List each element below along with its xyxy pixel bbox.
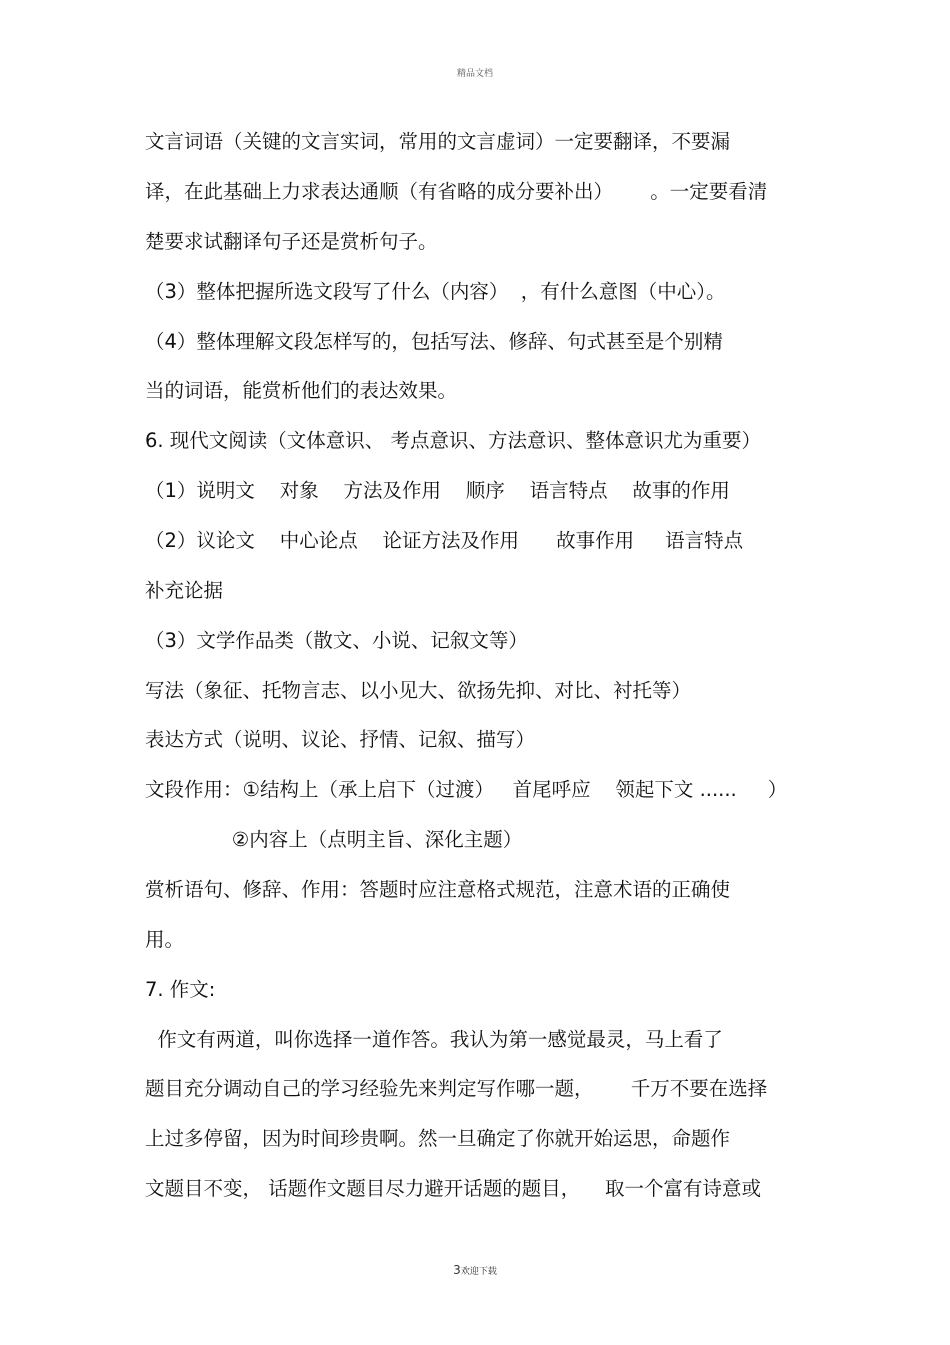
text-line: ②内容上（点明主旨、深化主题）: [145, 828, 523, 851]
text-line: （3）整体把握所选文段写了什么（内容） ，有什么意图（中心）。: [145, 280, 726, 303]
text-line: 表达方式（说明、议论、抒情、记叙、描写）: [145, 728, 536, 751]
text-line: 文言词语（关键的文言实词，常用的文言虚词）一定要翻译，不要漏: [145, 130, 731, 153]
text-line: 楚要求试翻译句子还是赏析句子。: [145, 230, 438, 253]
text-line: （2）议论文 中心论点 论证方法及作用 故事作用 语言特点: [145, 529, 744, 552]
text-line: 题目充分调动自己的学习经验先来判定写作哪一题， 千万不要在选择: [145, 1077, 768, 1100]
text-line: 6. 现代文阅读（文体意识、 考点意识、方法意识、整体意识尤为重要）: [145, 429, 762, 452]
page-footer: [0, 1263, 950, 1277]
text-line: （4）整体理解文段怎样写的，包括写法、修辞、句式甚至是个别精: [145, 330, 723, 353]
text-line: （3）文学作品类（散文、小说、记叙文等）: [145, 629, 528, 652]
text-line: 补充论据: [145, 579, 224, 602]
footer-label: 欢迎下载: [460, 1267, 497, 1277]
text-line: 当的词语，能赏析他们的表达效果。: [145, 379, 458, 402]
text-line: 用。: [145, 928, 185, 951]
text-line: 文题目不变， 话题作文题目尽力避开话题的题目， 取一个富有诗意或: [145, 1177, 761, 1200]
page-header: 精品文档: [456, 69, 493, 79]
text-line: 7. 作文:: [145, 978, 216, 1001]
text-line: 赏析语句、修辞、作用：答题时应注意格式规范，注意术语的正确使: [145, 878, 731, 901]
text-line: （1）说明文 对象 方法及作用 顺序 语言特点 故事的作用: [145, 479, 730, 502]
text-line: 写法（象征、托物言志、以小见大、欲扬先抑、对比、衬托等）: [145, 679, 692, 702]
text-line: 作文有两道，叫你选择一道作答。我认为第一感觉最灵，马上看了: [145, 1028, 723, 1051]
text-line: 上过多停留，因为时间珍贵啊。然一旦确定了你就开始运思，命题作: [145, 1127, 731, 1150]
text-line: 译，在此基础上力求表达通顺（有省略的成分要补出） 。一定要看清: [145, 180, 768, 203]
text-line: 文段作用：①结构上（承上启下（过渡） 首尾呼应 领起下文 ...... ）: [145, 778, 788, 801]
page-number: 3: [453, 1263, 461, 1277]
